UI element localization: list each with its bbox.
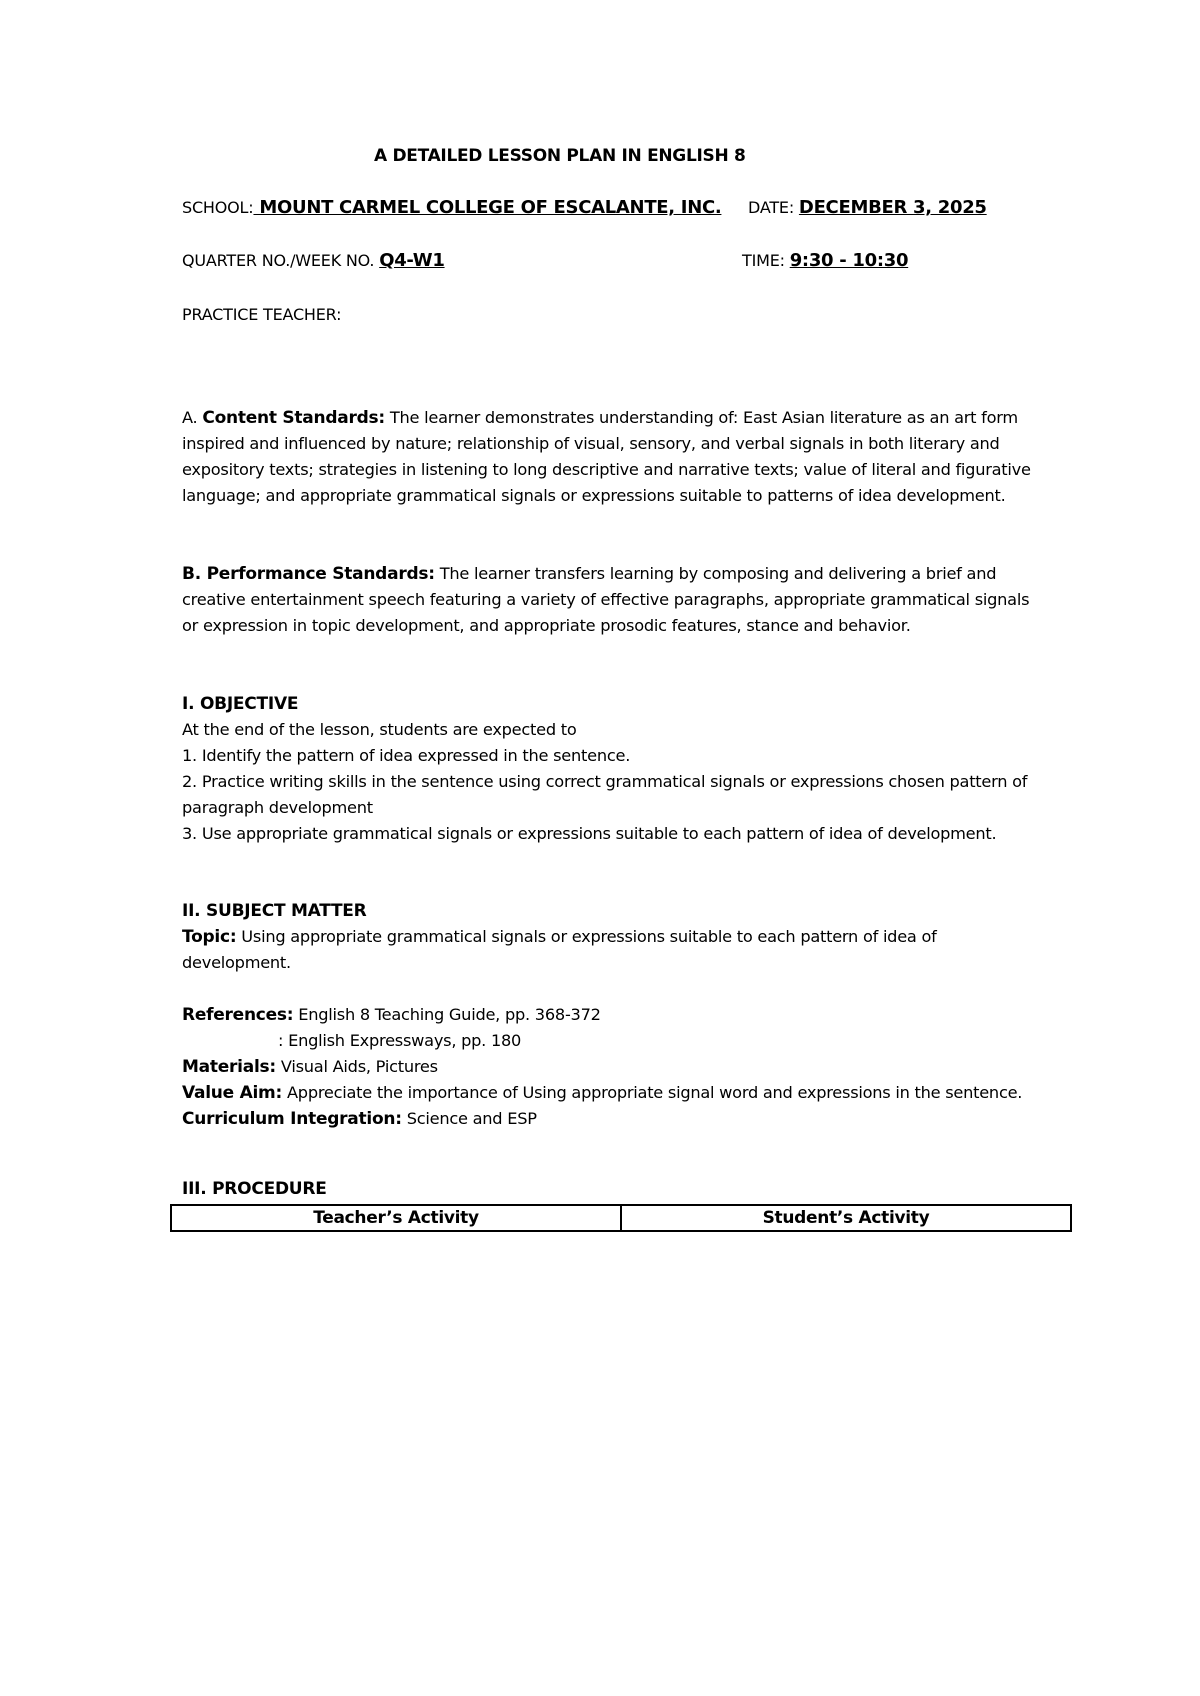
curriculum-integration-text: Science and ESP	[406, 1109, 537, 1128]
subject-matter-section	[182, 898, 1042, 1132]
value-aim-text: Appreciate the importance of Using appropriate signal word and expressions in the sentence.	[286, 1083, 1023, 1102]
date-label: DATE:	[748, 198, 795, 217]
time-value: 9:30 - 10:30	[789, 250, 909, 271]
objective-item: 1. Identify the pattern of idea expressed in the sentence.	[182, 746, 631, 765]
subject-matter-heading: II. SUBJECT MATTER	[182, 901, 367, 921]
student-activity-header: Student’s Activity	[621, 1205, 1071, 1231]
content-standards-text: The learner demonstrates understanding of: East Asian literature as an art form inspired and influenced by nature; relationship of visual, sensory, and verbal signals in both literary and expository texts; strategies in listening to long descriptive and narrative texts; value of literal and figurative language; and appropriate grammatical signals or expressions suitable to patterns of idea development.	[182, 408, 1031, 505]
procedure-table	[170, 1204, 1072, 1232]
objective-item: 3. Use appropriate grammatical signals or expressions suitable to each pattern of idea of development.	[182, 824, 997, 843]
materials-label: Materials:	[182, 1057, 276, 1077]
topic-label: Topic:	[182, 927, 237, 947]
page-title: A DETAILED LESSON PLAN IN ENGLISH 8	[374, 146, 746, 166]
curriculum-integration-label: Curriculum Integration:	[182, 1109, 402, 1129]
procedure-section	[182, 1176, 1042, 1202]
objective-intro: At the end of the lesson, students are expected to	[182, 720, 577, 739]
teacher-row	[182, 305, 341, 324]
quarter-value: Q4-W1	[379, 250, 445, 271]
teacher-label: PRACTICE TEACHER:	[182, 305, 342, 324]
content-standards-label: Content Standards:	[202, 408, 385, 428]
quarter-label: QUARTER NO./WEEK NO.	[182, 251, 375, 270]
date-row	[748, 197, 987, 218]
objective-section	[182, 691, 1042, 847]
teacher-activity-header: Teacher’s Activity	[171, 1205, 621, 1231]
content-standards	[182, 405, 1042, 509]
procedure-heading: III. PROCEDURE	[182, 1179, 327, 1199]
references-label: References:	[182, 1005, 294, 1025]
school-label: SCHOOL:	[182, 198, 254, 217]
performance-standards	[182, 561, 1042, 639]
school-row	[182, 197, 721, 218]
time-row	[742, 250, 908, 271]
value-aim-label: Value Aim:	[182, 1083, 283, 1103]
time-label: TIME:	[742, 251, 785, 270]
references-1: English 8 Teaching Guide, pp. 368-372	[298, 1005, 601, 1024]
materials-text: Visual Aids, Pictures	[280, 1057, 438, 1076]
performance-standards-label: B. Performance Standards:	[182, 564, 435, 584]
objective-item: 2. Practice writing skills in the sentence using correct grammatical signals or expressions chosen pattern of paragraph development	[182, 772, 1028, 817]
procedure-table-header-row	[171, 1205, 1071, 1231]
objective-heading: I. OBJECTIVE	[182, 694, 299, 714]
references-2: : English Expressways, pp. 180	[278, 1031, 522, 1050]
date-value: DECEMBER 3, 2025	[798, 197, 987, 218]
school-value: MOUNT CARMEL COLLEGE OF ESCALANTE, INC.	[253, 197, 722, 218]
content-standards-prefix: A.	[182, 408, 198, 427]
performance-standards-text: The learner transfers learning by composing and delivering a brief and creative entertainment speech featuring a variety of effective paragraphs, appropriate grammatical signals or expression in topic development, and appropriate prosodic features, stance and behavior.	[182, 564, 1030, 635]
quarter-row	[182, 250, 445, 271]
topic-text: Using appropriate grammatical signals or expressions suitable to each pattern of idea of development.	[182, 927, 937, 972]
